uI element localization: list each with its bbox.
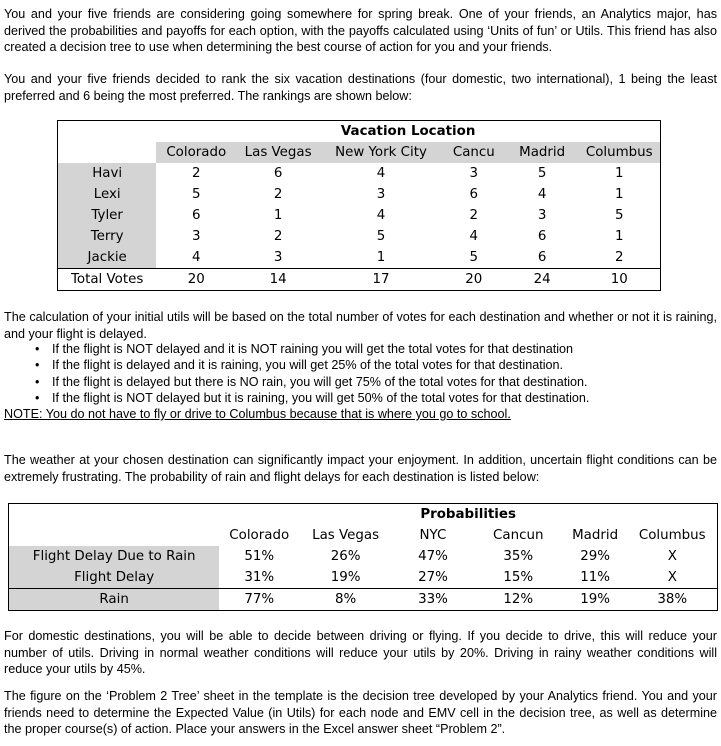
column-header: Colorado	[229, 528, 290, 543]
table-cell: 24	[506, 269, 579, 291]
table-cell: 2	[273, 229, 283, 244]
probabilities-title: Probabilities	[219, 504, 717, 526]
table-cell: 51%	[244, 549, 275, 564]
column-header: Madrid	[572, 528, 619, 543]
vacation-table	[57, 120, 661, 291]
table-row	[58, 247, 661, 269]
table-cell: 4	[376, 208, 386, 223]
table-cell: 1	[376, 250, 386, 265]
driving-paragraph: For domestic destinations, you will be able to decide between driving or flying. If you decide to drive, this will reduce your number of utils. Driving in normal weather conditions will reduce your utils by 20%. Driving in rainy weather conditions will reduce your utils by 45%.	[4, 629, 717, 676]
table-cell: 12%	[474, 589, 563, 611]
column-header: NYC	[419, 528, 447, 543]
table-cell: 17	[320, 269, 442, 291]
table-cell: 1	[579, 163, 661, 184]
column-header: New York City	[320, 142, 442, 163]
table-cell: 5	[469, 250, 479, 265]
column-header: Las Vegas	[312, 528, 380, 543]
row-header: Tyler	[58, 205, 157, 226]
table-row	[58, 184, 661, 205]
column-header: Colorado	[156, 142, 236, 163]
table-cell: 4	[469, 229, 479, 244]
table-cell: 19%	[563, 589, 628, 611]
bullet-icon: •	[35, 374, 40, 389]
table-cell: 15%	[503, 570, 534, 585]
table-cell: 33%	[392, 589, 474, 611]
columbus-note: NOTE: You do not have to fly or drive to Columbus because that is where you go to school.	[4, 407, 511, 421]
bullet-icon: •	[35, 358, 40, 373]
row-header: Havi	[58, 163, 157, 184]
table-cell: 6	[273, 166, 283, 181]
table-cell: X	[628, 567, 718, 589]
table-cell: 5	[191, 187, 201, 202]
table-row	[9, 589, 718, 611]
list-item: • If the flight is delayed but there is NO rain, you will get 75% of the total votes for that destination.	[35, 374, 588, 389]
table-row	[9, 567, 718, 589]
table-row	[58, 226, 661, 247]
weather-paragraph: The weather at your chosen destination can significantly impact your enjoyment. In addition, uncertain flight conditions can be extremely frustrating. The probability of rain and flight delays for each destination is listed below:	[4, 453, 717, 484]
table-cell: 3	[191, 229, 201, 244]
table-cell: 4	[537, 187, 547, 202]
total-row	[58, 269, 661, 291]
table-cell: 20	[156, 269, 236, 291]
table-cell: 2	[579, 247, 661, 269]
table-cell: 1	[579, 226, 661, 247]
table-cell: 31%	[244, 570, 275, 585]
table-cell: 38%	[628, 589, 718, 611]
row-header: Rain	[9, 589, 220, 611]
table-cell: 5	[376, 229, 386, 244]
column-header: Columbus	[579, 142, 661, 163]
table-row	[9, 546, 718, 567]
list-item: • If the flight is delayed and it is raining, you will get 25% of the total votes for that destination.	[35, 358, 564, 373]
table-cell: 47%	[418, 549, 448, 564]
list-item: • If the flight is NOT delayed and it is NOT raining you will get the total votes for that destination	[35, 342, 574, 356]
table-cell: 77%	[219, 589, 299, 611]
table-cell: 6	[469, 187, 479, 202]
calculation-paragraph: The calculation of your initial utils will be based on the total number of votes for each destination and whether or not it is raining, and your flight is delayed.	[4, 310, 717, 341]
row-header: Flight Delay Due to Rain	[9, 546, 220, 567]
table-cell: 29%	[580, 549, 610, 564]
column-header: Columbus	[628, 525, 718, 546]
table-cell: 27%	[418, 570, 448, 585]
row-header: Total Votes	[58, 269, 157, 291]
table-cell: 10	[579, 269, 661, 291]
vacation-table-title: Vacation Location	[156, 121, 660, 143]
table-cell: 14	[236, 269, 320, 291]
table-cell: 1	[273, 208, 283, 223]
probabilities-table	[8, 503, 718, 611]
table-cell: 4	[191, 250, 201, 265]
table-cell: 6	[537, 250, 547, 265]
column-header: Madrid	[506, 142, 579, 163]
column-header: Cancun	[493, 528, 544, 543]
ranking-paragraph: You and your five friends decided to rank the six vacation destinations (four domestic, two international), 1 being the least preferred and 6 being the most preferred. The rankings are shown below:	[4, 72, 717, 103]
bullet-icon: •	[35, 342, 40, 356]
table-cell: 5	[537, 166, 547, 181]
table-cell: 5	[579, 205, 661, 226]
column-header: Las Vegas	[236, 142, 320, 163]
table-cell: 6	[191, 208, 201, 223]
table-cell: 3	[376, 187, 386, 202]
table-row	[58, 163, 661, 184]
table-cell: 3	[469, 166, 479, 181]
table-cell: 4	[376, 166, 386, 181]
table-cell: X	[628, 546, 718, 567]
table-cell: 3	[537, 208, 547, 223]
column-header: Cancu	[442, 142, 506, 163]
rules-list	[4, 341, 717, 407]
table-cell: 2	[469, 208, 479, 223]
table-cell: 19%	[330, 570, 361, 585]
table-cell: 26%	[330, 549, 361, 564]
table-cell: 35%	[503, 549, 534, 564]
table-cell: 3	[273, 250, 283, 265]
table-cell: 8%	[299, 589, 392, 611]
bullet-icon: •	[35, 391, 40, 406]
instructions-paragraph: The figure on the ‘Problem 2 Tree’ sheet in the template is the decision tree developed by your Analytics friend. You and your friends need to determine the Expected Value (in Utils) for each node and EMV cell in the decision tree, as well as determine the proper course(s) of action. Place your answers in the Excel answer sheet “Problem 2”.	[4, 689, 717, 736]
row-header: Jackie	[58, 247, 157, 269]
row-header: Lexi	[58, 184, 157, 205]
table-cell: 2	[191, 166, 201, 181]
table-row	[58, 205, 661, 226]
row-header: Flight Delay	[9, 567, 220, 589]
table-cell: 2	[273, 187, 283, 202]
row-header: Terry	[58, 226, 157, 247]
table-cell: 6	[537, 229, 547, 244]
table-cell: 1	[579, 184, 661, 205]
list-item: • If the flight is NOT delayed but it is raining, you will get 50% of the total votes for that destination.	[35, 391, 590, 406]
intro-paragraph: You and your five friends are considering going somewhere for spring break. One of your friends, an Analytics major, has derived the probabilities and payoffs for each option, with the payoffs calculated using ‘Units of fun’ or Utils. This friend has also created a decision tree to use when determining the best course of action for you and your friends.	[4, 7, 717, 54]
table-cell: 20	[442, 269, 506, 291]
table-cell: 11%	[580, 570, 610, 585]
